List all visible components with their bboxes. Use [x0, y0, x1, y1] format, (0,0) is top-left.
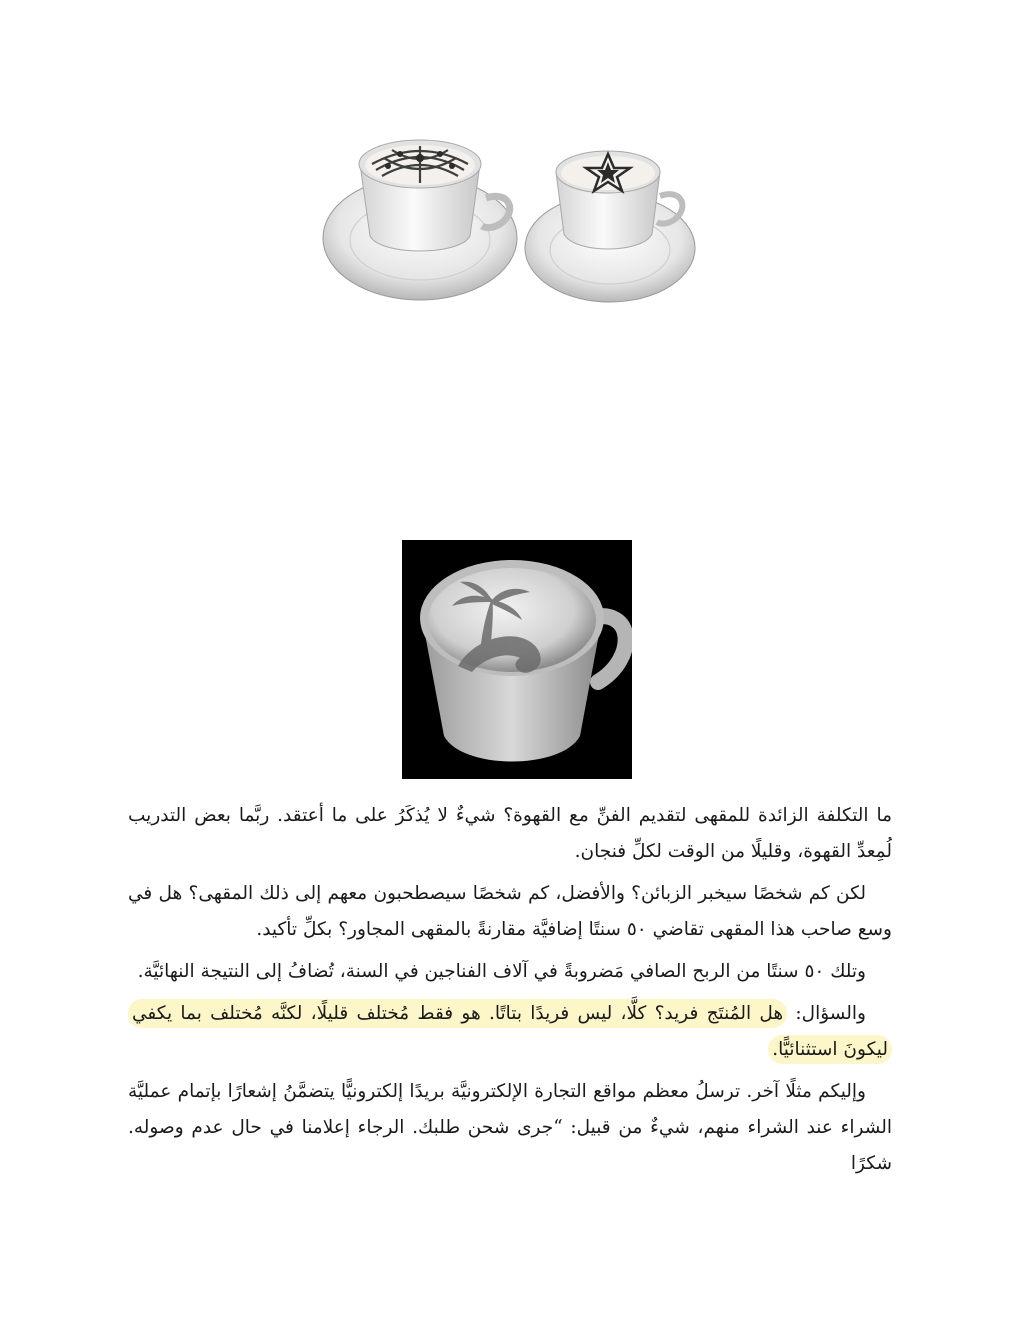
two-latte-art-cups-image — [320, 128, 700, 304]
paragraph-4 — [128, 996, 892, 1068]
highlighted-text[interactable]: هل المُنتَج فريد؟ كلَّا، ليس فريدًا بتاتًا. هو فقط مُختلف قليلًا، لكنَّه مُختلف بما يكفي ليكونَ استثنائيًّا. — [128, 999, 892, 1064]
paragraph-2: لكن كم شخصًا سيخبر الزبائن؟ والأفضل، كم شخصًا سيصطحبون معهم إلى ذلك المقهى؟ هل في وسع صاحب هذا المقهى تقاضي ٥٠ سنتًا إضافيَّة مقارنةً بالمقهى المجاور؟ بكلِّ تأكيد. — [128, 883, 892, 940]
paragraph-5: وإليكم مثلًا آخر. ترسلُ معظم مواقع التجارة الإلكترونيَّة بريدًا إلكترونيًّا يتضمَّنُ إشعارًا بإتمام عمليَّة الشراء عند الشراء منهم، شيءٌ من قبيل: “جرى شحن طلبك. الرجاء إعلامنا في حال عدم وصوله. شكرًا — [128, 1081, 892, 1174]
paragraph-1: ما التكلفة الزائدة للمقهى لتقديم الفنِّ مع القهوة؟ شيءٌ لا يُذكَرُ على ما أعتقد. ربَّما بعض التدريب لُمِعدِّ القهوة، وقليلًا من الوقت لكلِّ فنجان. — [128, 805, 892, 862]
article-body — [128, 798, 892, 1188]
paragraph-3: وتلك ٥٠ سنتًا من الربح الصافي مَضروبةً في آلاف الفناجين في السنة، تُضافُ إلى النتيجة النهائيَّة. — [137, 961, 866, 982]
latte-palm-tree-art-image — [402, 540, 632, 779]
paragraph-4-lead: والسؤال: — [787, 1003, 866, 1024]
